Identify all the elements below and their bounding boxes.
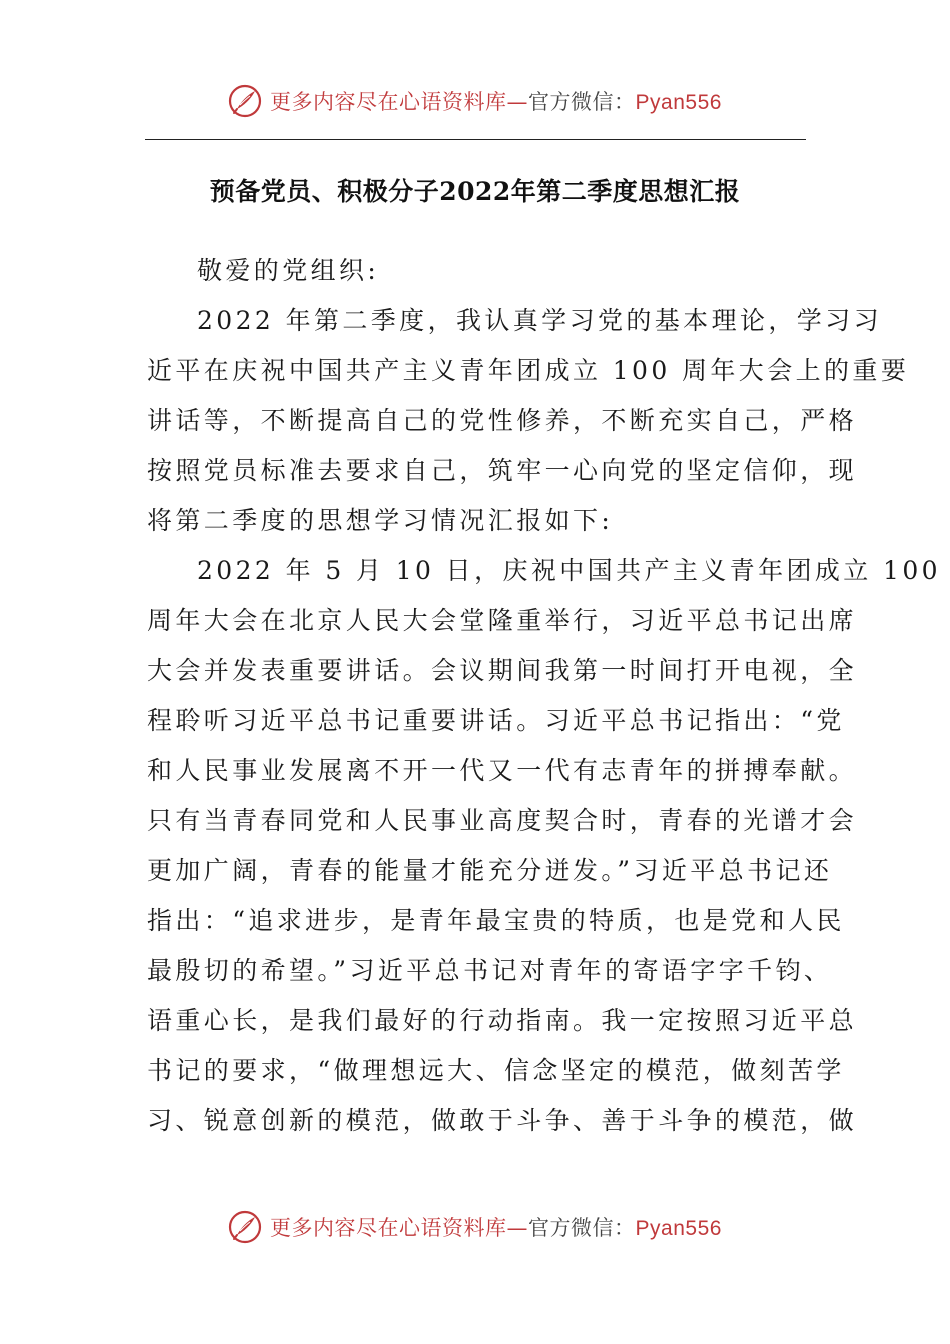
text-line: 习、锐意创新的模范，做敢于斗争、善于斗争的模范，做	[147, 1106, 858, 1135]
header-banner-label: 官方微信：	[528, 90, 636, 114]
header-banner	[0, 84, 950, 118]
text-line: 只有当青春同党和人民事业高度契合时，青春的光谱才会	[147, 806, 858, 835]
text-line: 2022 年第二季度，我认真学习党的基本理论，学习习	[197, 306, 882, 335]
text-line: 近平在庆祝中国共产主义青年团成立 100 周年大会上的重要	[147, 356, 910, 385]
text-line: 敬爱的党组织:	[197, 256, 380, 285]
text-line: 程聆听习近平总书记重要讲话。习近平总书记指出：“党	[147, 706, 845, 735]
text-line: 将第二季度的思想学习情况汇报如下:	[147, 506, 614, 535]
footer-banner-wechat-id: Pyan556	[635, 1217, 722, 1240]
header-banner-wechat-id: Pyan556	[635, 91, 722, 114]
text-line: 语重心长，是我们最好的行动指南。我一定按照习近平总	[147, 1006, 858, 1035]
header-banner-text	[270, 86, 722, 116]
text-line: 周年大会在北京人民大会堂隆重举行，习近平总书记出席	[147, 606, 858, 635]
text-line: 按照党员标准去要求自己，筑牢一心向党的坚定信仰，现	[147, 456, 858, 485]
text-line: 2022 年 5 月 10 日，庆祝中国共产主义青年团成立 100	[197, 556, 941, 585]
text-line: 大会并发表重要讲话。会议期间我第一时间打开电视，全	[147, 656, 858, 685]
header-banner-separator: —	[506, 90, 529, 114]
footer-banner	[0, 1210, 950, 1244]
footer-banner-title: 更多内容尽在心语资料库	[270, 1216, 507, 1240]
text-line: 最殷切的希望。”习近平总书记对青年的寄语字字千钧、	[147, 956, 833, 985]
quill-logo-icon	[228, 1210, 262, 1244]
text-line: 和人民事业发展离不开一代又一代有志青年的拼搏奉献。	[147, 756, 858, 785]
text-line: 指出：“追求进步，是青年最宝贵的特质，也是党和人民	[147, 906, 845, 935]
text-line: 讲话等，不断提高自己的党性修养，不断充实自己，严格	[147, 406, 858, 435]
header-banner-title: 更多内容尽在心语资料库	[270, 90, 507, 114]
footer-banner-text	[270, 1212, 722, 1242]
footer-banner-label: 官方微信：	[528, 1216, 636, 1240]
text-line: 书记的要求，“做理想远大、信念坚定的模范，做刻苦学	[147, 1056, 845, 1085]
footer-banner-separator: —	[506, 1216, 529, 1240]
quill-logo-icon	[228, 84, 262, 118]
header-divider	[145, 139, 806, 140]
text-line: 更加广阔，青春的能量才能充分迸发。”习近平总书记还	[147, 856, 833, 885]
document-title: 预备党员、积极分子2022年第二季度思想汇报	[209, 177, 741, 206]
